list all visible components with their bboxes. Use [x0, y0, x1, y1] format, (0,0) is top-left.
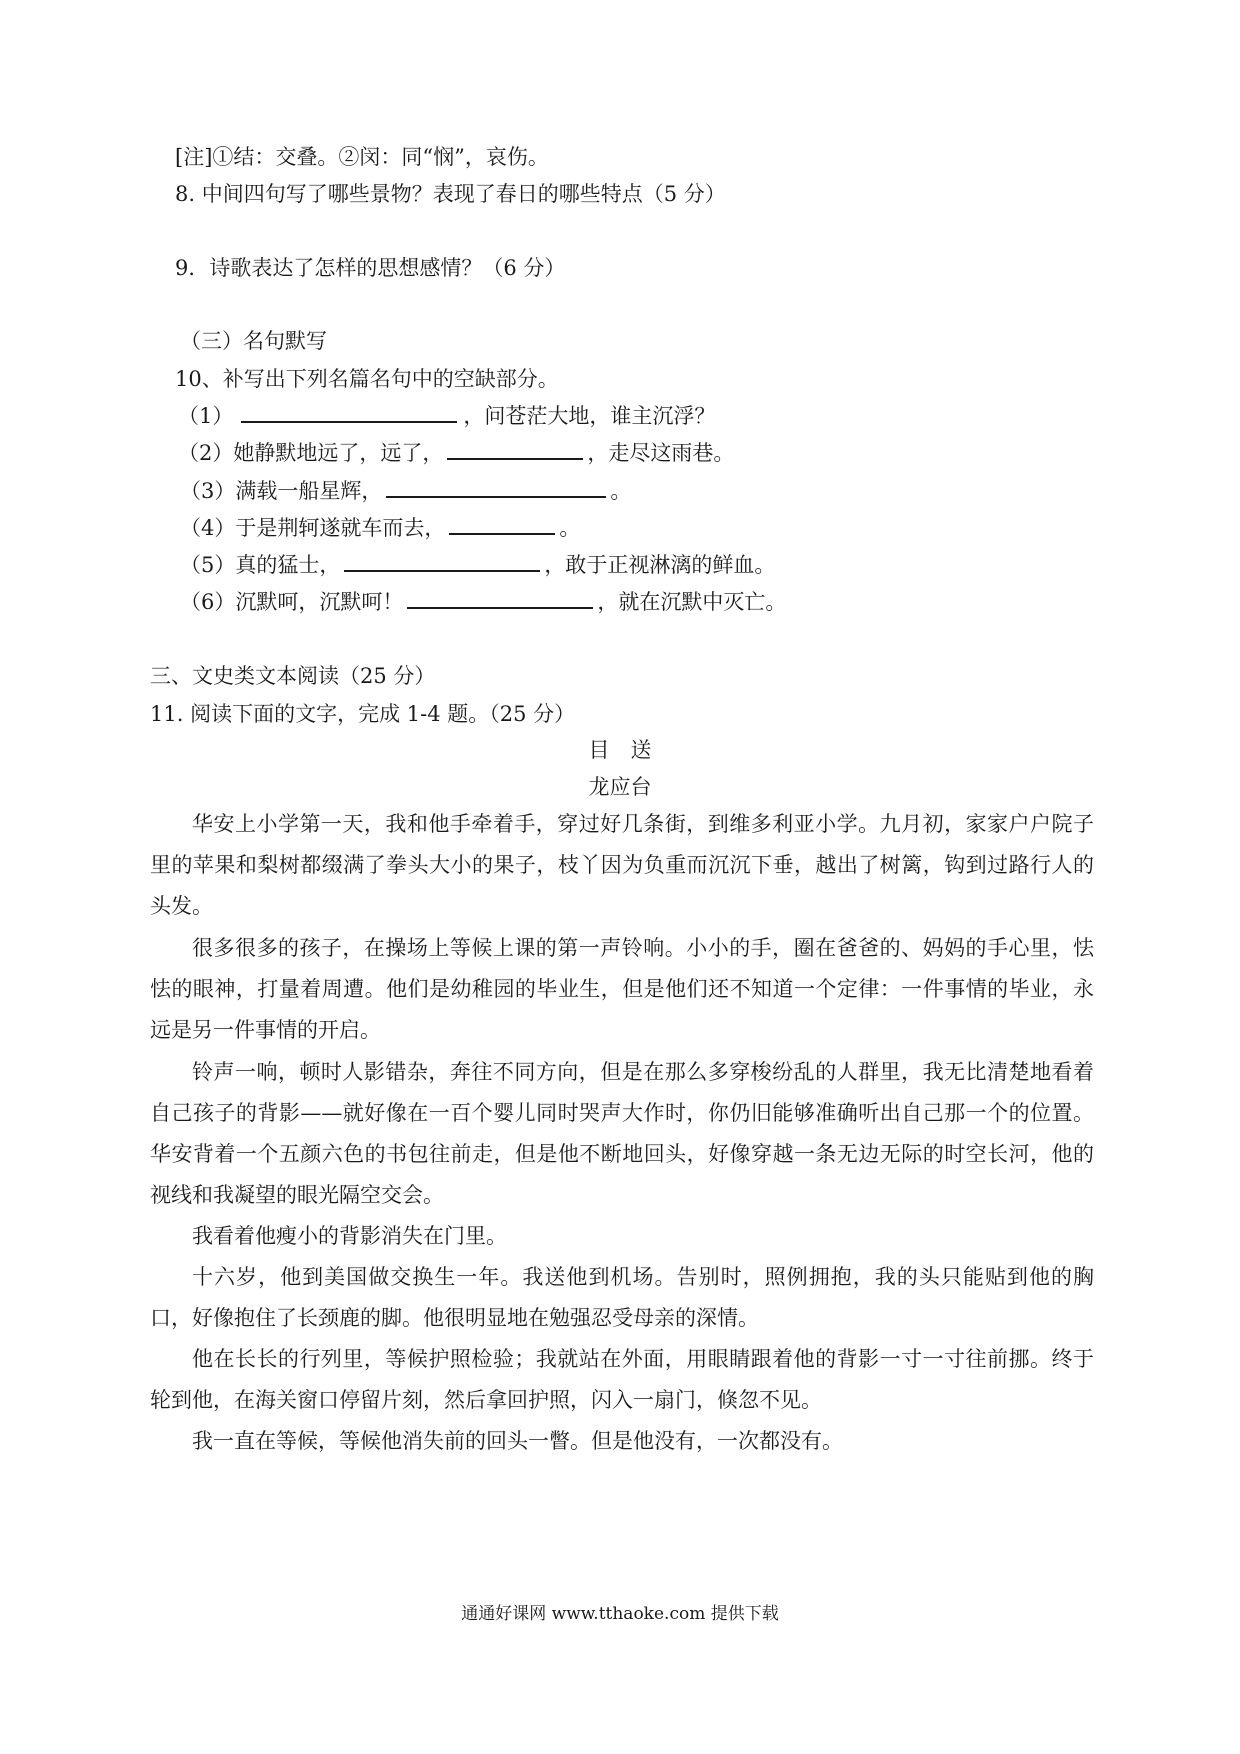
fill-prefix: （2）她静默地远了，远了，	[178, 441, 444, 465]
question-8: 8. 中间四句写了哪些景物？表现了春日的哪些特点（5 分）	[175, 182, 726, 206]
paragraph-5: 十六岁，他到美国做交换生一年。我送他到机场。告别时，照例拥抱，我的头只能贴到他的胸口，好像抱住了长颈鹿的脚。他很明显地在勉强忍受母亲的深情。	[150, 1265, 1094, 1330]
paragraph-7: 我一直在等候，等候他消失前的回头一瞥。但是他没有，一次都没有。	[192, 1429, 843, 1453]
fill-prefix: （6）沉默呵，沉默呵！	[180, 590, 404, 614]
question-9: 9．诗歌表达了怎样的思想感情？（6 分）	[175, 256, 566, 280]
fill-suffix: ，敢于正视淋漓的鲜血。	[544, 553, 776, 577]
section-heading-mingju: （三）名句默写	[180, 329, 327, 353]
question-10: 10、补写出下列名篇名句中的空缺部分。	[175, 367, 559, 391]
fill-item-5	[180, 550, 775, 580]
fill-suffix: ，走尽这雨巷。	[587, 441, 735, 465]
fill-prefix: （4）于是荆轲遂就车而去，	[180, 516, 446, 540]
fill-prefix: （5）真的猛士，	[180, 553, 341, 577]
fill-suffix: ，就在沉默中灭亡。	[597, 590, 787, 614]
article-author: 龙应台	[588, 775, 652, 799]
fill-item-3	[180, 476, 631, 506]
fill-suffix: 。	[559, 516, 581, 540]
paragraph-1: 华安上小学第一天，我和他手牵着手，穿过好几条街，到维多利亚小学。九月初，家家户户院子里的苹果和梨树都缀满了拳头大小的果子，枝丫因为负重而沉沉下垂，越出了树篱，钩到过路行人的头发。	[150, 812, 1094, 918]
section-heading-three: 三、文史类文本阅读（25 分）	[150, 664, 436, 688]
fill-prefix: （1）	[178, 404, 234, 428]
answer-blank	[449, 513, 555, 535]
paragraph-4: 我看着他瘦小的背影消失在门里。	[192, 1224, 507, 1248]
paragraph-6: 他在长长的行列里，等候护照检验；我就站在外面，用眼睛跟着他的背影一寸一寸往前挪。终于轮到他，在海关窗口停留片刻，然后拿回护照，闪入一扇门，倏忽不见。	[150, 1347, 1094, 1412]
paragraph-3: 铃声一响，顿时人影错杂，奔往不同方向，但是在那么多穿梭纷乱的人群里，我无比清楚地看着自己孩子的背影——就好像在一百个婴儿同时哭声大作时，你仍旧能够准确听出自己那一个的位置。华安背着一个五颜六色的书包往前走，但是他不断地回头，好像穿越一条无边无际的时空长河，他的视线和我凝望的眼光隔空交会。	[150, 1060, 1094, 1207]
answer-blank	[407, 587, 593, 609]
fill-suffix: 。	[610, 479, 632, 503]
fill-item-4	[180, 513, 580, 543]
fill-prefix: （3）满载一船星辉，	[180, 479, 383, 503]
answer-blank	[447, 438, 583, 460]
paragraph-2: 很多很多的孩子，在操场上等候上课的第一声铃响。小小的手，圈在爸爸的、妈妈的手心里，怯怯的眼神，打量着周遭。他们是幼稚园的毕业生，但是他们还不知道一个定律：一件事情的毕业，永远是另一件事情的开启。	[150, 936, 1094, 1042]
fill-suffix: ，问苍茫大地，谁主沉浮？	[463, 404, 716, 428]
fill-item-1	[178, 401, 715, 431]
answer-blank	[344, 550, 540, 572]
note-line: [注]①结：交叠。②闵：同“悯”，哀伤。	[175, 145, 549, 169]
fill-item-6	[180, 587, 786, 617]
answer-blank	[386, 476, 606, 498]
article-title: 目 送	[588, 738, 652, 762]
fill-item-2	[178, 438, 734, 468]
answer-blank	[241, 401, 457, 423]
question-11: 11. 阅读下面的文字，完成 1-4 题。（25 分）	[150, 702, 576, 726]
footer-text: 通通好课网 www.tthaoke.com 提供下载	[461, 1604, 779, 1624]
